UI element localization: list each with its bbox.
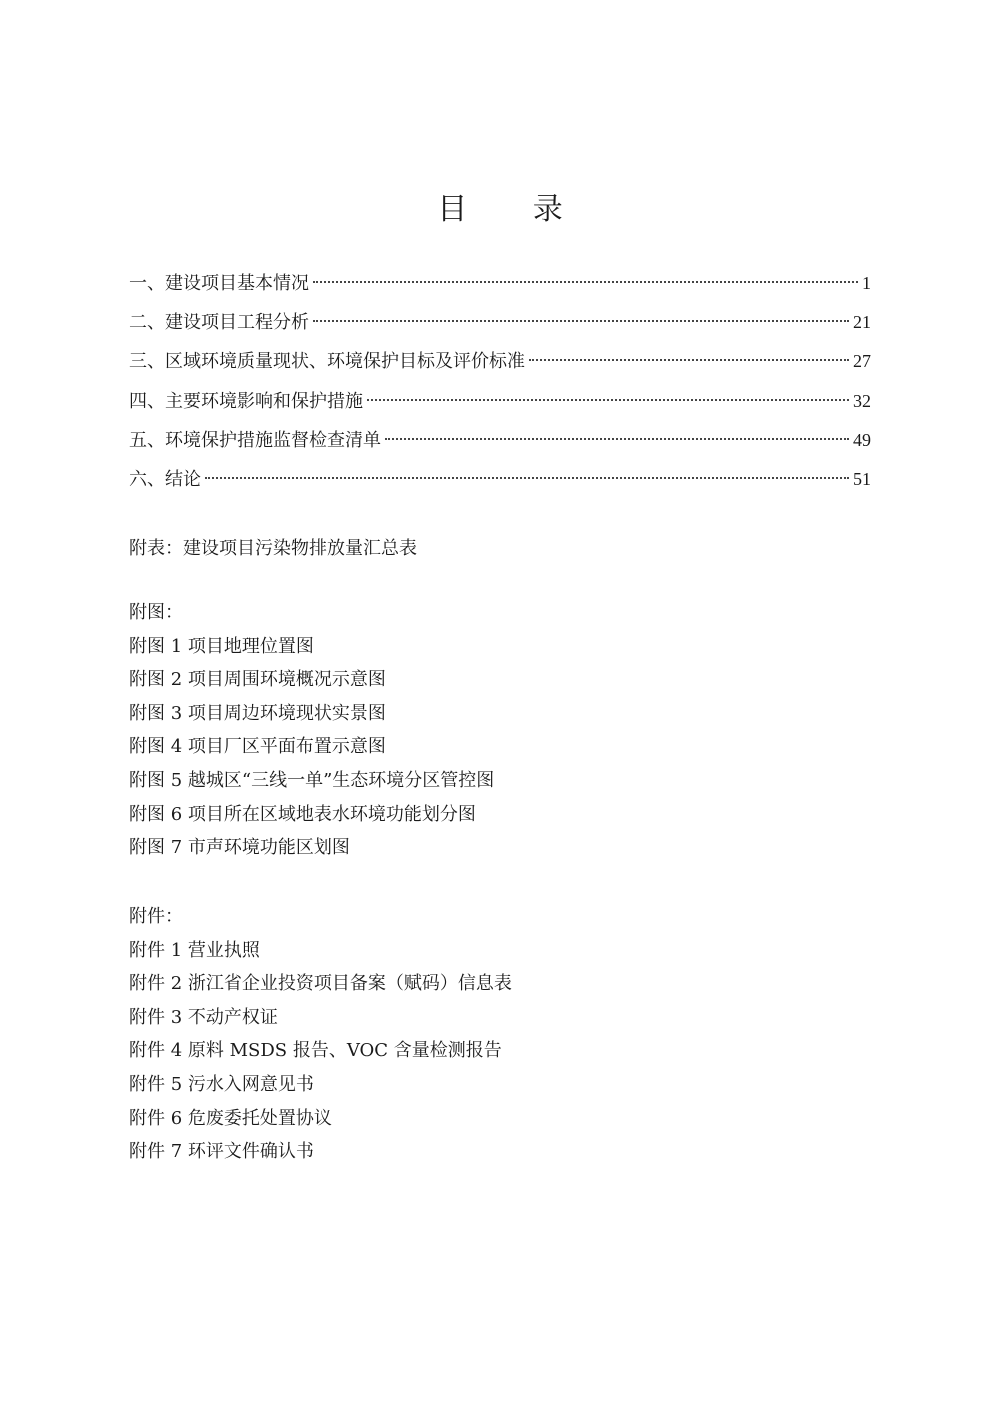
toc-entry-label: 六、结论 (129, 468, 201, 490)
attachments-section (129, 900, 512, 1169)
toc-entry-label: 五、环境保护措施监督检查清单 (129, 429, 381, 451)
toc-entry (129, 384, 871, 423)
toc-entry (129, 305, 871, 344)
attachment-item: 附件 5 污水入网意见书 (129, 1073, 314, 1095)
toc-entry (129, 266, 871, 305)
toc-leader-dots (313, 320, 849, 322)
figure-item: 附图 5 越城区“三线一单”生态环境分区管控图 (129, 769, 495, 791)
figures-heading: 附图： (129, 602, 183, 623)
toc-leader-dots (205, 477, 849, 479)
toc-entry-label: 二、建设项目工程分析 (129, 312, 309, 334)
attachment-item: 附件 6 危废委托处置协议 (129, 1107, 332, 1129)
attachment-item: 附件 2 浙江省企业投资项目备案（赋码）信息表 (129, 973, 512, 995)
figure-item: 附图 1 项目地理位置图 (129, 635, 314, 657)
table-of-contents (129, 266, 871, 501)
toc-entry-label: 四、主要环境影响和保护措施 (129, 390, 363, 412)
toc-entry (129, 344, 871, 383)
figure-item: 附图 6 项目所在区域地表水环境功能划分图 (129, 803, 476, 825)
figure-item: 附图 7 市声环境功能区划图 (129, 837, 350, 859)
attachment-item: 附件 7 环评文件确认书 (129, 1141, 314, 1163)
figure-item: 附图 3 项目周边环境现状实景图 (129, 702, 386, 724)
toc-entry-page: 27 (853, 351, 871, 372)
toc-leader-dots (367, 399, 849, 401)
toc-entry (129, 462, 871, 501)
attachment-item: 附件 4 原料 MSDS 报告、VOC 含量检测报告 (129, 1040, 502, 1062)
toc-entry-label: 一、建设项目基本情况 (129, 273, 309, 294)
figure-item: 附图 2 项目周围环境概况示意图 (129, 669, 386, 691)
figures-section (129, 596, 494, 865)
toc-entry-page: 49 (853, 429, 871, 450)
toc-leader-dots (385, 438, 849, 440)
page-title: 目 录 (437, 192, 591, 227)
attachments-heading: 附件： (129, 906, 183, 927)
toc-entry (129, 423, 871, 462)
figure-item: 附图 4 项目厂区平面布置示意图 (129, 736, 386, 758)
attachment-item: 附件 3 不动产权证 (129, 1006, 278, 1028)
toc-entry-page: 21 (853, 312, 871, 333)
toc-leader-dots (529, 359, 849, 361)
attachment-item: 附件 1 营业执照 (129, 939, 260, 961)
toc-entry-page: 1 (862, 273, 871, 293)
appendix-table-section (129, 532, 417, 566)
appendix-table-line: 附表：建设项目污染物排放量汇总表 (129, 538, 417, 559)
toc-entry-page: 51 (853, 468, 871, 489)
toc-entry-page: 32 (853, 390, 871, 411)
toc-entry-label: 三、区域环境质量现状、环境保护目标及评价标准 (129, 351, 525, 373)
toc-leader-dots (313, 281, 858, 283)
